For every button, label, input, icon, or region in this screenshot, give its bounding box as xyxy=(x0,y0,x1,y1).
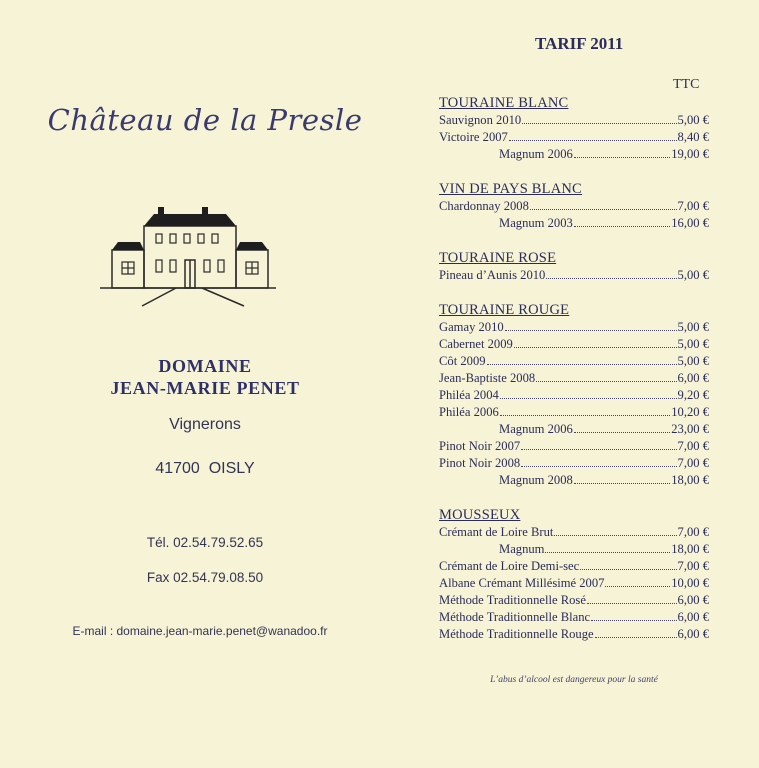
dot-leader xyxy=(536,371,676,382)
dot-leader xyxy=(530,199,677,210)
telephone: Tél. 02.54.79.52.65 xyxy=(146,535,264,550)
wine-price: 5,00 € xyxy=(677,113,709,127)
section-title: TOURAINE ROSE xyxy=(439,250,557,266)
wine-name: Philéa 2006 xyxy=(439,405,499,419)
wine-name: Chardonnay 2008 xyxy=(439,199,529,213)
wine-price: 9,20 € xyxy=(677,388,709,402)
price-section xyxy=(439,301,709,489)
wine-name: Crémant de Loire Brut xyxy=(439,525,554,539)
wine-name: Magnum 2003 xyxy=(499,216,573,230)
price-row xyxy=(439,575,709,592)
price-row xyxy=(439,438,709,455)
wine-name: Pinot Noir 2008 xyxy=(439,456,521,470)
tarif-title: TARIF 2011 xyxy=(535,34,624,53)
price-row xyxy=(439,198,709,215)
wine-price: 5,00 € xyxy=(677,337,709,351)
wine-price: 23,00 € xyxy=(671,422,709,436)
wine-name: Méthode Traditionnelle Rouge xyxy=(439,627,594,641)
wine-price: 7,00 € xyxy=(677,525,709,539)
wine-name: Magnum 2008 xyxy=(499,473,573,487)
wine-name: Crémant de Loire Demi-sec xyxy=(439,559,580,573)
wine-price: 6,00 € xyxy=(677,371,709,385)
wine-name: Pineau d’Aunis 2010 xyxy=(439,268,546,282)
ttc-label: TTC xyxy=(673,77,700,92)
dot-leader xyxy=(500,405,670,416)
wine-name: Albane Crémant Millésimé 2007 xyxy=(439,576,605,590)
wine-price: 10,20 € xyxy=(671,405,709,419)
domain-name-line1: DOMAINE xyxy=(158,356,252,376)
price-row xyxy=(439,541,709,558)
wine-name: Victoire 2007 xyxy=(439,130,508,144)
price-row xyxy=(439,558,709,575)
dot-leader xyxy=(521,439,676,450)
price-row xyxy=(439,215,709,232)
wine-name: Magnum 2006 xyxy=(499,422,573,436)
wine-price: 10,00 € xyxy=(671,576,709,590)
price-row xyxy=(439,404,709,421)
price-section xyxy=(439,180,709,232)
dot-leader xyxy=(595,627,677,638)
price-row xyxy=(439,592,709,609)
wine-price: 7,00 € xyxy=(677,439,709,453)
wine-name: Pinot Noir 2007 xyxy=(439,439,521,453)
price-row xyxy=(439,455,709,472)
wine-name: Philéa 2004 xyxy=(439,388,499,402)
wine-name: Méthode Traditionnelle Blanc xyxy=(439,610,591,624)
price-row xyxy=(439,319,709,336)
dot-leader xyxy=(522,113,676,124)
dot-leader xyxy=(487,354,677,365)
section-title: TOURAINE ROUGE xyxy=(439,302,570,318)
wine-name: Magnum 2006 xyxy=(499,147,573,161)
price-section xyxy=(439,94,709,163)
wine-name: Jean-Baptiste 2008 xyxy=(439,371,536,385)
wine-price: 5,00 € xyxy=(677,354,709,368)
price-row xyxy=(439,336,709,353)
dot-leader xyxy=(500,388,677,399)
wine-price: 18,00 € xyxy=(671,473,709,487)
wine-name: Méthode Traditionnelle Rosé xyxy=(439,593,586,607)
wine-price: 19,00 € xyxy=(671,147,709,161)
vignerons-label: Vignerons xyxy=(169,416,241,433)
wine-name: Sauvignon 2010 xyxy=(439,113,522,127)
wine-price: 8,40 € xyxy=(677,130,709,144)
price-list xyxy=(439,94,709,660)
wine-price: 5,00 € xyxy=(677,268,709,282)
dot-leader xyxy=(546,268,676,279)
dot-leader xyxy=(574,147,670,158)
email-address: E-mail : domaine.jean-marie.penet@wanadoo.fr xyxy=(72,624,328,638)
dot-leader xyxy=(521,456,676,467)
health-warning: L’abus d’alcool est dangereux pour la santé xyxy=(490,675,658,685)
dot-leader xyxy=(574,216,670,227)
price-row xyxy=(439,146,709,163)
dot-leader xyxy=(545,542,670,553)
wine-name: Cabernet 2009 xyxy=(439,337,513,351)
section-title: MOUSSEUX xyxy=(439,507,521,523)
wine-price: 7,00 € xyxy=(677,456,709,470)
fax: Fax 02.54.79.08.50 xyxy=(146,570,264,585)
dot-leader xyxy=(591,610,676,621)
price-row xyxy=(439,387,709,404)
dot-leader xyxy=(505,320,677,331)
price-row xyxy=(439,472,709,489)
chateau-script-title: Château de la Presle xyxy=(47,103,363,137)
price-row xyxy=(439,421,709,438)
wine-price: 6,00 € xyxy=(677,610,709,624)
price-section xyxy=(439,249,709,284)
wine-price: 18,00 € xyxy=(671,542,709,556)
city-address: 41700 OISLY xyxy=(155,460,255,477)
wine-name: Gamay 2010 xyxy=(439,320,504,334)
price-row xyxy=(439,112,709,129)
wine-price: 6,00 € xyxy=(677,593,709,607)
dot-leader xyxy=(580,559,676,570)
wine-price: 6,00 € xyxy=(677,627,709,641)
wine-price: 5,00 € xyxy=(677,320,709,334)
domain-name-line2: JEAN-MARIE PENET xyxy=(110,378,300,398)
dot-leader xyxy=(587,593,677,604)
dot-leader xyxy=(509,130,677,141)
price-row xyxy=(439,626,709,643)
dot-leader xyxy=(514,337,677,348)
price-row xyxy=(439,609,709,626)
wine-price: 7,00 € xyxy=(677,559,709,573)
dot-leader xyxy=(574,422,670,433)
dot-leader xyxy=(605,576,670,587)
wine-price: 16,00 € xyxy=(671,216,709,230)
price-row xyxy=(439,129,709,146)
dot-leader xyxy=(574,473,670,484)
wine-price: 7,00 € xyxy=(677,199,709,213)
dot-leader xyxy=(554,525,676,536)
price-row xyxy=(439,353,709,370)
wine-name: Côt 2009 xyxy=(439,354,486,368)
section-title: VIN DE PAYS BLANC xyxy=(439,181,582,197)
price-row xyxy=(439,267,709,284)
wine-name: Magnum xyxy=(499,542,545,556)
price-row xyxy=(439,524,709,541)
chateau-illustration xyxy=(98,202,278,308)
price-row xyxy=(439,370,709,387)
section-title: TOURAINE BLANC xyxy=(439,95,569,111)
price-section xyxy=(439,506,709,643)
